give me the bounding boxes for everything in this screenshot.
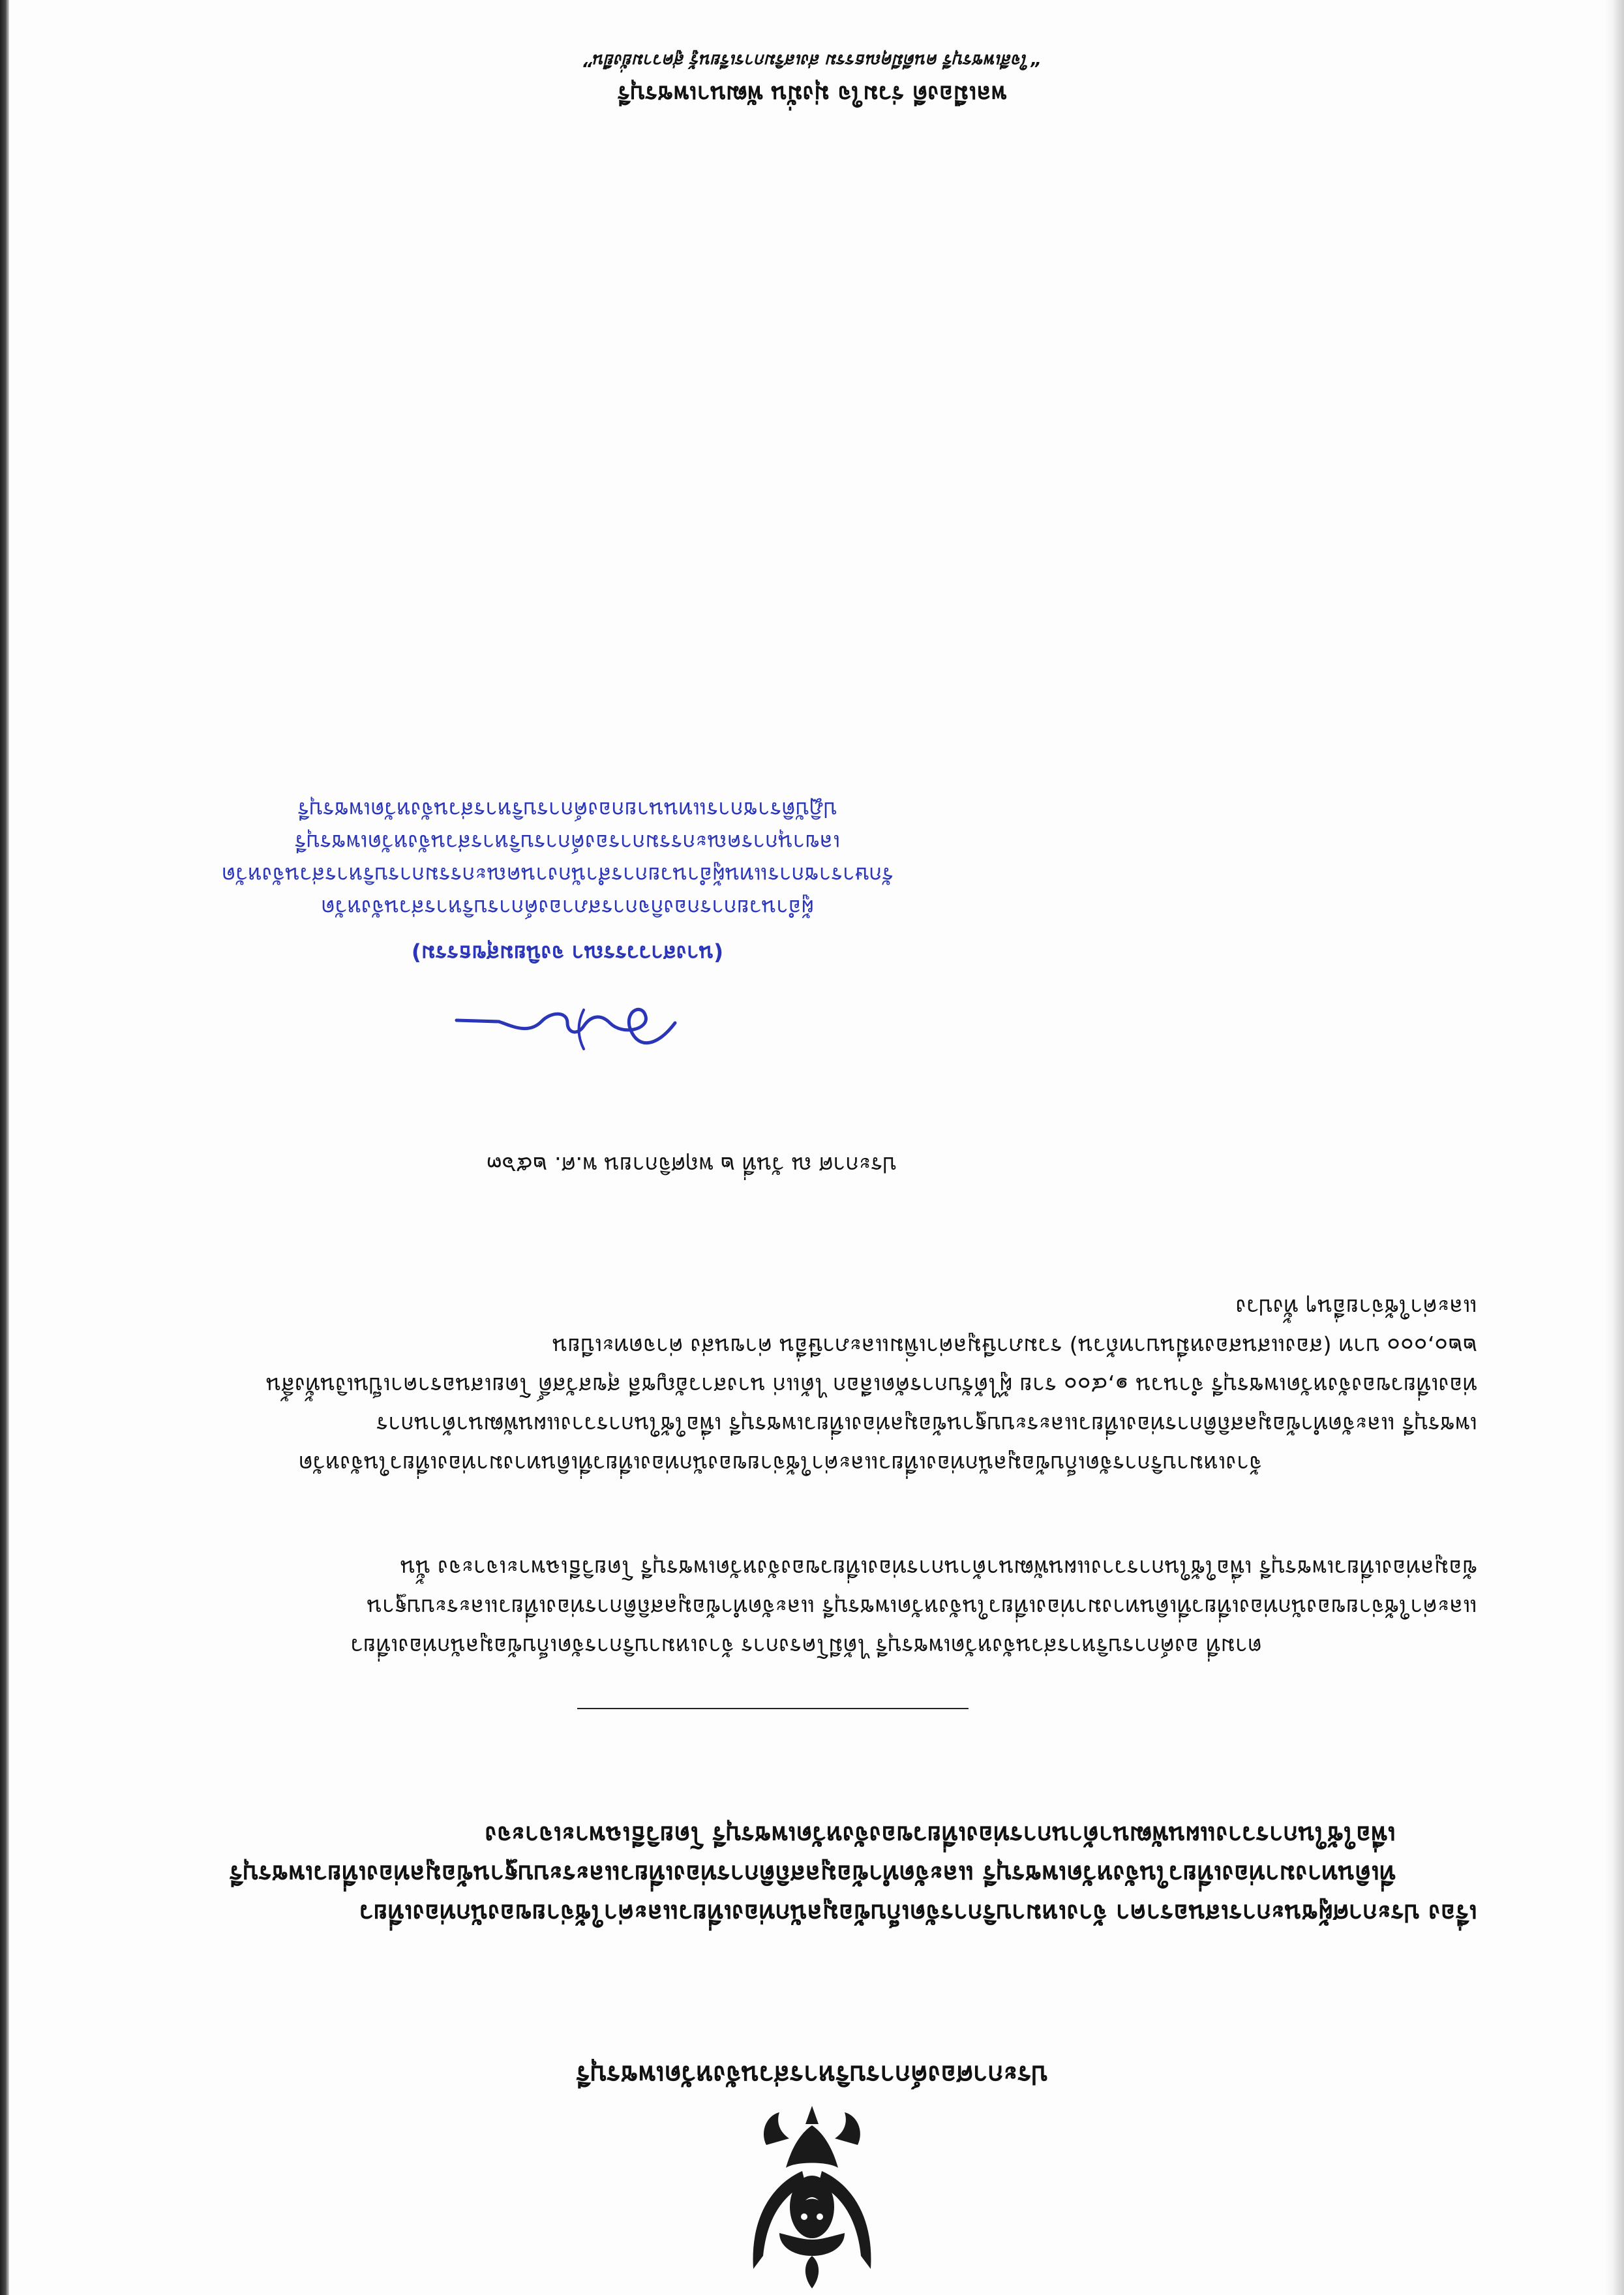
- paragraph-intro: [351, 1548, 1478, 1665]
- paragraph-line: ข้อมูลท่องเที่ยวเพชรบุรี เพื่อใช้ในการวางแผนพัฒนาด้านการท่องเที่ยวของจังหวัดเพชรบุรี โดยวิธีเฉพาะเจาะจง นั้น: [400, 1555, 1477, 1581]
- page-title: ประกาศองค์การบริหารส่วนจังหวัดเพชรบุรี: [576, 2059, 1048, 2090]
- paragraph-line: จ้างเหมาบริการจัดเก็บข้อมูลนักท่องเที่ยวและค่าใช้จ่ายของนักท่องเที่ยวที่เดินทางมาท่องเที่ยวในจังหวัด: [298, 1450, 1262, 1476]
- subject-block: [230, 1816, 1477, 1933]
- footer-motto: พลเมืองดี ร่วมใจ มุ่งมั่น พัฒนาเพชรบุรี: [617, 80, 1007, 107]
- announcement-date: ประกาศ ณ วันที่ ๒ พฤศจิกายน พ.ศ. ๒๕๖๓: [487, 1151, 897, 1178]
- paragraph-line: และค่าใช้จ่ายอื่นๆ ทั้งปวง: [1235, 1294, 1477, 1320]
- paragraph-line: ตามที่ องค์การบริหารส่วนจังหวัดเพชรบุรี ได้มีโครงการ จ้างเหมาบริการจัดเก็บข้อมูลนักท่องเที่ยว: [350, 1633, 1262, 1659]
- signer-position: ผู้อำนวยการกองกิจการสภาองค์การบริหารส่วนจังหวัด: [321, 895, 814, 920]
- scan-edge-shadow-dark: [0, 0, 9, 2295]
- paragraph-line: ๒๒๐,๐๐๐ บาท (สองแสนสองหมื่นบาทถ้วน) รวมภาษีมูลค่าเพิ่มและภาษีอื่น ค่าขนส่ง ค่าจดทะเบียน: [552, 1333, 1477, 1359]
- subject-line: เพื่อใช้ในการวางแผนพัฒนาด้านการท่องเที่ยวของจังหวัดเพชรบุรี โดยวิธีเฉพาะเจาะจง: [485, 1821, 1396, 1849]
- signer-position: ปฏิบัติราชการแทนนายกองค์การบริหารส่วนจังหวัดเพชรบุรี: [297, 797, 837, 823]
- signer-position: รักษาราชการแทนผู้อำนวยการสำนักงานคณะกรรมการบริหารส่วนจังหวัด: [221, 862, 894, 888]
- paragraph-line: และค่าใช้จ่ายของนักท่องเที่ยวที่เดินทางมาท่องเที่ยวในจังหวัดเพชรบุรี และจัดทำข้อมูลสถิติการท่องเที่ยวและระบบฐาน: [367, 1594, 1477, 1620]
- subject-line: เรื่อง ประกาศผู้ชนะการเสนอราคา จ้างเหมาบริการจัดเก็บข้อมูลนักท่องเที่ยวและค่าใช้จ่ายของนักท่องเที่ยว: [359, 1899, 1477, 1928]
- scan-edge-shadow: [1604, 0, 1624, 2295]
- paragraph-line: ท่องเที่ยวของจังหวัดเพชรบุรี จำนวน ๑,๔๐๐ ราย ผู้ได้รับการคัดเลือก ได้แก่ นางสาวอัญชลี สุขสวัสดิ์ โดยเสนอราคาเป็นเงินทั้งสิ้น: [265, 1372, 1477, 1398]
- signer-position: เลขานุการคณะกรรมการองค์การบริหารส่วนจังหวัดเพชรบุรี: [294, 830, 841, 855]
- garuda-emblem-icon: [740, 2106, 884, 2295]
- signer-name: (นางสาววรรณา จงนิยมสุขธรรม): [411, 941, 724, 966]
- footer-slogan: “ใจสีเพชรบุรี คนดีมีคุณธรรม ส่งเสริมการเรียนรู้ สู่ความยั่งยืน”: [582, 50, 1042, 70]
- paragraph-line: เพชรบุรี และจัดทำข้อมูลสถิติการท่องเที่ยวและระบบฐานข้อมูลท่องเที่ยวเพชรบุรี เพื่อใช้ในการวางแผนพัฒนาด้านการ: [376, 1411, 1477, 1437]
- divider: [577, 1708, 969, 1709]
- signature-mark: [447, 984, 682, 1062]
- subject-line: ที่เดินทางมาท่องเที่ยวในจังหวัดเพชรบุรี และจัดทำข้อมูลสถิติการท่องเที่ยวและระบบฐานข้อมูลท่องเที่ยวเพชรบุรี: [229, 1860, 1396, 1889]
- paragraph-award: [266, 1287, 1477, 1483]
